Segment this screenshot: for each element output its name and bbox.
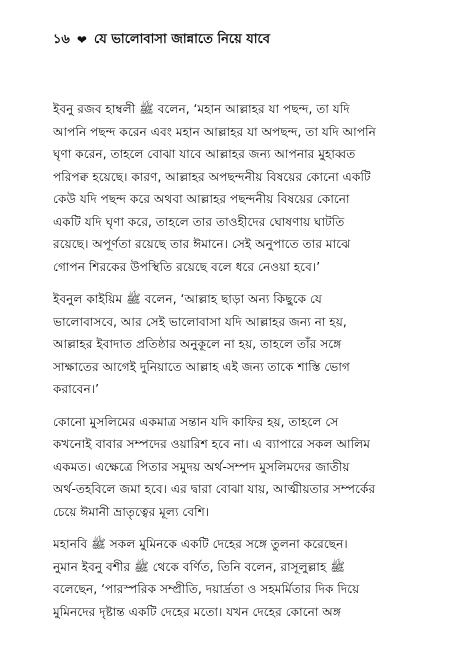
page-body	[53, 98, 413, 633]
text-line: করাবেন।’	[53, 382, 99, 396]
paragraph	[53, 533, 413, 623]
text-line: কোনো মুসলিমের একমাত্র সন্তান যদি কাফির হয়, তাহলে সে	[53, 414, 339, 429]
heart-icon: ❤	[76, 33, 87, 47]
paragraph	[53, 411, 413, 524]
text-line: সাক্ষাতের আগেই দুনিয়াতে আল্লাহ এই জন্য তাকে শাস্তি ভোগ	[53, 359, 350, 374]
text-line: কখনোই বাবার সম্পদের ওয়ারিশ হবে না। এ ব্যাপারে সকল আলিম	[53, 437, 371, 451]
text-line: চেয়ে ঈমানী ভ্রাতৃত্বের মূল্য বেশি।	[53, 504, 210, 519]
text-line: মহানবি ﷺ সকল মুমিনকে একটি দেহের সঙ্গে তুলনা করেছেন।	[53, 537, 348, 551]
paragraph	[53, 98, 413, 278]
text-line: একমত। এক্ষেত্রে পিতার সমুদয় অর্থ-সম্পদ মুসলিমদের জাতীয়	[53, 459, 350, 474]
text-line: ইবনু রজব হাম্বলী ﷺ বলেন, ‘মহান আল্লাহর যা পছন্দ, তা যদি	[53, 102, 350, 116]
text-line: একটি যদি ঘৃণা করে, তাহলে তার তাওহীদের ঘোষণায় ঘাটতি	[53, 214, 345, 229]
page-header	[53, 30, 413, 50]
paragraph	[53, 288, 413, 401]
text-line: অর্থ-তহবিলে জমা হবে। এর দ্বারা বোঝা যায়, আত্মীয়তার সম্পর্কের	[53, 482, 376, 496]
book-title: যে ভালোবাসা জান্নাতে নিয়ে যাবে	[93, 31, 270, 47]
text-line: পরিপক্ব হয়েছে। কারণ, আল্লাহর অপছন্দনীয় বিষয়ের কোনো একটি	[53, 169, 371, 184]
text-line: গোপন শিরকের উপস্থিতি রয়েছে বলে ধরে নেওয়া হবে।’	[53, 259, 321, 274]
text-line: ভালোবাসবে, আর সেই ভালোবাসা যদি আল্লাহর জন্য না হয়,	[53, 314, 347, 329]
text-line: ঘৃণা করেন, তাহলে বোঝা যাবে আল্লাহর জন্য আপনার মুহাব্বত	[53, 147, 356, 161]
text-line: আল্লাহর ইবাদাত প্রতিষ্ঠার অনুকূলে না হয়, তাহলে তাঁর সঙ্গে	[53, 337, 342, 351]
text-line: রয়েছে। অপূর্ণতা রয়েছে তার ঈমানে। সেই অনুপাতে তার মাঝে	[53, 237, 351, 251]
page-number: ১৬	[53, 31, 70, 47]
text-line: বলেছেন, ‘পারস্পরিক সম্প্রীতি, দয়ার্দ্রতা ও সহমর্মিতার দিক দিয়ে	[53, 582, 360, 596]
text-line: কেউ যদি পছন্দ করে অথবা আল্লাহর পছন্দনীয় বিষয়ের কোনো	[53, 192, 350, 206]
text-line: ইবনুল কাইয়িম ﷺ বলেন, ‘আল্লাহ ছাড়া অন্য কিছুকে যে	[53, 292, 322, 306]
text-line: আপনি পছন্দ করেন এবং মহান আল্লাহর যা অপছন্দ, তা যদি আপনি	[53, 124, 376, 139]
text-line: মুমিনদের দৃষ্টান্ত একটি দেহের মতো। যখন দেহের কোনো অঙ্গ	[53, 604, 341, 619]
text-line: নুমান ইবনু বশীর ﷺ থেকে বর্ণিত, তিনি বলেন, রাসূলুল্লাহ ﷺ	[53, 559, 345, 574]
